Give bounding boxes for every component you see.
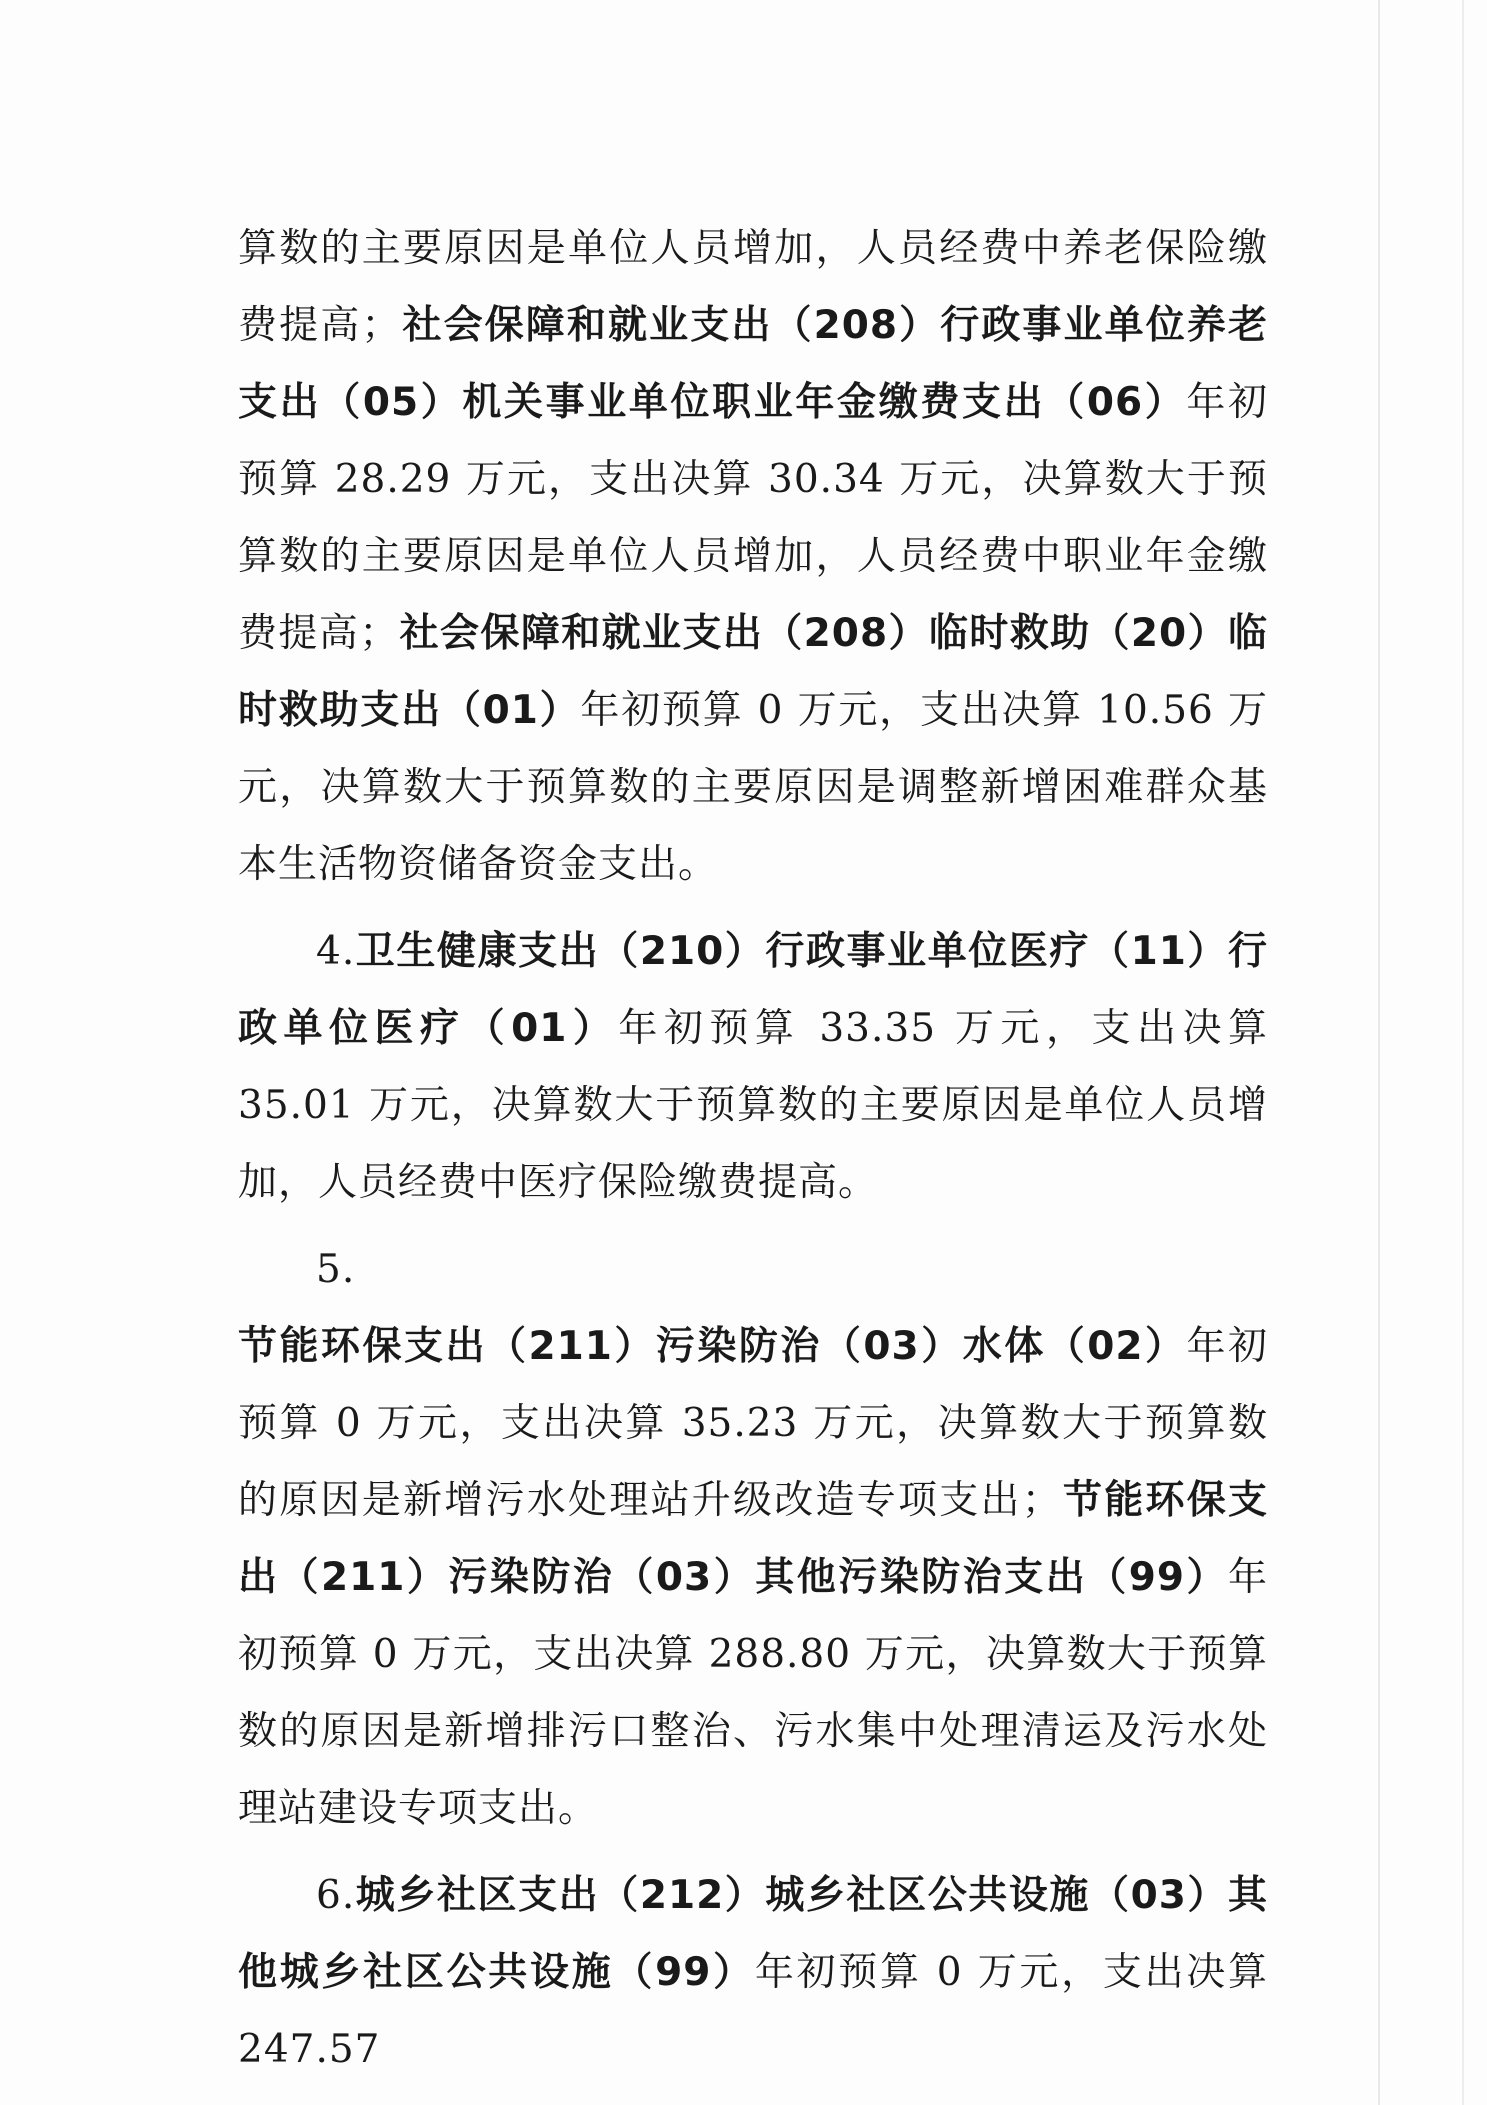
text-run: 年初预算 0 万元，支出决算 35.23 万元，决算数大于预算数的原因是新增污水处理站升级改造专项支出；: [238, 1324, 1268, 1523]
page-edge-line: [1378, 0, 1380, 2105]
bold-text-run: 社会保障和就业支出（208）行政事业单位养老支出（05）机关事业单位职业年金缴费支出（06）: [238, 303, 1268, 425]
text-run: 算数的主要原因是单位人员增加，人员经费中养老保险缴费提高；: [238, 226, 1268, 348]
text-run: 年初预算 28.29 万元，支出决算 30.34 万元，决算数大于预算数的主要原因是单位人员增加，人员经费中职业年金缴费提高；: [238, 380, 1268, 656]
page-edge-line: [1462, 0, 1464, 2105]
bold-text-run: 节能环保支出（211）污染防治（03）水体（02）: [238, 1324, 1187, 1369]
document-body: [238, 210, 1268, 2088]
bold-text-run: 城乡社区支出（212）城乡社区公共设施（03）其他城乡社区公共设施（99）: [238, 1873, 1268, 1995]
text-run: 年初预算 0 万元，支出决算 10.56 万元，决算数大于预算数的主要原因是调整新增困难群众基本生活物资储备资金支出。: [238, 688, 1268, 887]
text-run: 年初预算 0 万元，支出决算 247.57: [238, 1950, 1268, 2072]
text-run: 年初预算 0 万元，支出决算 288.80 万元，决算数大于预算数的原因是新增排污口整治、污水集中处理清运及污水处理站建设专项支出。: [238, 1555, 1268, 1831]
list-number: 4.: [316, 929, 356, 974]
bold-text-run: 节能环保支出（211）污染防治（03）其他污染防治支出（99）: [238, 1478, 1268, 1600]
bold-text-run: 卫生健康支出（210）行政事业单位医疗（11）行政单位医疗（01）: [238, 929, 1268, 1051]
paragraph-environment: [238, 1231, 1268, 1847]
paragraph-health: [238, 913, 1268, 1221]
paragraph-social-security: [238, 210, 1268, 903]
paragraph-urban-rural: [238, 1857, 1268, 2088]
list-number: 6.: [316, 1873, 356, 1918]
bold-text-run: 社会保障和就业支出（208）临时救助（20）临时救助支出（01）: [238, 611, 1268, 733]
text-run: 年初预算 33.35 万元，支出决算 35.01 万元，决算数大于预算数的主要原因是单位人员增加，人员经费中医疗保险缴费提高。: [238, 1006, 1268, 1205]
list-number: 5.: [316, 1247, 356, 1292]
